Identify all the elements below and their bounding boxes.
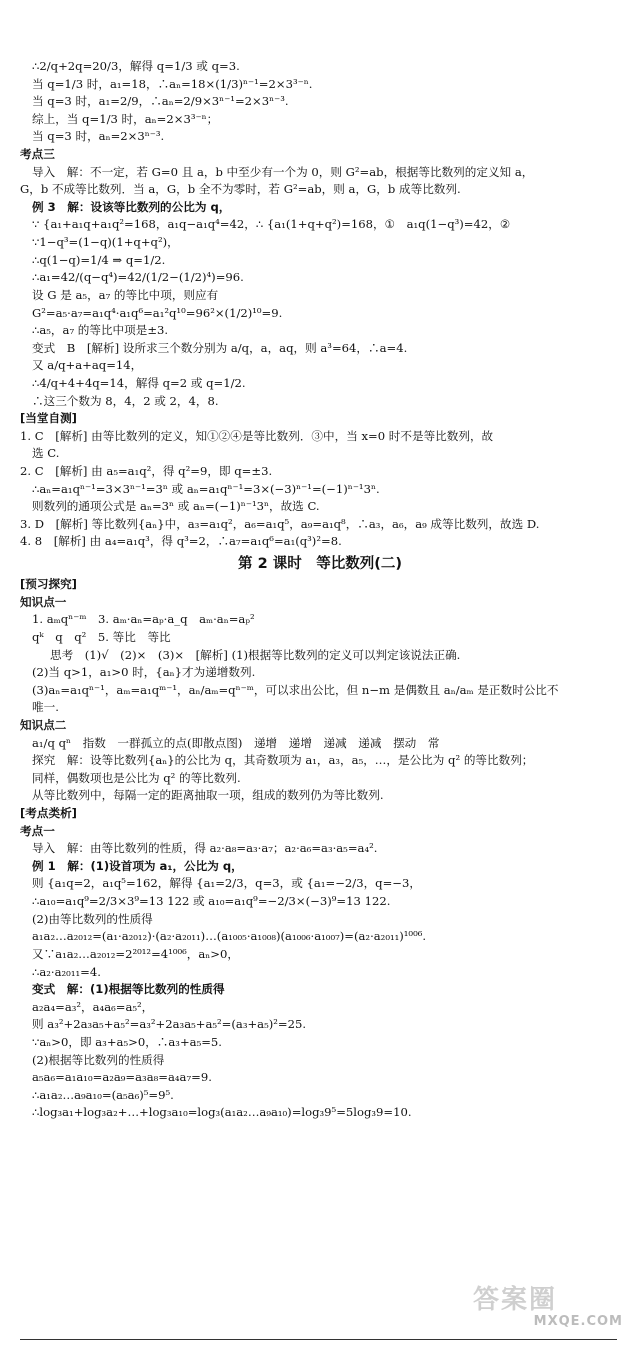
text-line: ∴2/q+2q=20/3，解得 q=1/3 或 q=3.: [32, 59, 240, 73]
text-line: 则数列的通项公式是 aₙ=3ⁿ 或 aₙ=(−1)ⁿ⁻¹3ⁿ，故选 C.: [32, 499, 320, 514]
text-line: ∴a₁₀=a₁q⁹=2/3×3⁹=13 122 或 a₁₀=a₁q⁹=−2/3×(−3)⁹=13 122.: [32, 894, 391, 909]
example-line: 例 3 解：设该等比数列的公比为 q，: [32, 199, 231, 214]
text-line: ∵ {a₁+a₁q+a₁q²=168，a₁q−a₁q⁴=42，∴ {a₁(1+q+q²)=168，① a₁q(1−q³)=42，②: [32, 217, 511, 232]
text-line: qᵏ q q² 5. 等比 等比: [32, 629, 171, 644]
text-line: (2)根据等比数列的性质得: [32, 1052, 165, 1067]
text-line: ∵aₙ>0，即 a₃+a₅>0，∴a₃+a₅=5.: [32, 1034, 222, 1049]
text-line: 选 C.: [32, 446, 60, 461]
text-line: ∴aₙ=a₁qⁿ⁻¹=3×3ⁿ⁻¹=3ⁿ 或 aₙ=a₁qⁿ⁻¹=3×(−3)ⁿ⁻¹=(−1)ⁿ⁻¹3ⁿ.: [32, 481, 380, 496]
text-line: (3)aₙ=a₁qⁿ⁻¹，aₘ=a₁qᵐ⁻¹，aₙ/aₘ=qⁿ⁻ᵐ，可以求出公比，但 n−m 是偶数且 aₙ/aₘ 是正数时公比不: [32, 682, 559, 697]
text-line: 又 a/q+a+aq=14，: [32, 358, 143, 373]
text-line: 导入 解：由等比数列的性质，得 a₂·a₈=a₃·a₇；a₂·a₆=a₃·a₅=a₄².: [32, 841, 378, 856]
text-line: ∴4/q+4+4q=14，解得 q=2 或 q=1/2.: [32, 375, 246, 390]
text-line: G²=a₅·a₇=a₁q⁴·a₁q⁶=a₁²q¹⁰=96²×(1/2)¹⁰=9.: [32, 305, 283, 320]
text-line: 1. C [解析] 由等比数列的定义，知①②④是等比数列．③中，当 x=0 时不是等比数列，故: [20, 428, 494, 443]
watermark-mark: 答案圈: [473, 1285, 558, 1315]
text-line: 则 a₃²+2a₃a₅+a₅²=a₃²+2a₃a₅+a₅²=(a₃+a₅)²=25.: [32, 1017, 307, 1032]
section-heading: 考点三: [20, 147, 55, 162]
text-line: 综上，当 q=1/3 时，aₙ=2×3³⁻ⁿ；: [32, 111, 219, 126]
text-line: 唯一.: [32, 700, 59, 715]
text-line: 3. D [解析] 等比数列{aₙ}中，a₃=a₁q²，a₆=a₁q⁵，a₉=a₁q⁸，∴a₃，a₆，a₉ 成等比数列，故选 D.: [20, 516, 540, 531]
text-line: 思考 (1)√ (2)× (3)× [解析] (1)根据等比数列的定义可以判定该说法正确.: [50, 647, 461, 662]
example-line: 例 1 解：(1)设首项为 a₁，公比为 q，: [32, 858, 243, 873]
bottom-rule: [20, 1339, 617, 1340]
text-line: 1. aₘqⁿ⁻ᵐ 3. aₘ·aₙ=aₚ·a_q aₘ·aₙ=aₚ²: [32, 612, 255, 627]
text-line: 当 q=1/3 时，a₁=18，∴aₙ=18×(1/3)ⁿ⁻¹=2×3³⁻ⁿ.: [32, 76, 313, 91]
text-line: ∴q(1−q)=1/4 ⇒ q=1/2.: [32, 252, 166, 267]
text-line: ∴a₁a₂…a₉a₁₀=(a₅a₆)⁵=9⁵.: [32, 1087, 174, 1102]
text-line: ∵1−q³=(1−q)(1+q+q²)，: [32, 235, 179, 250]
variant-line: 变式 解：(1)根据等比数列的性质得: [32, 982, 225, 997]
text-line: 同样，偶数项也是公比为 q² 的等比数列.: [32, 770, 241, 785]
text-line: a₅a₆=a₁a₁₀=a₂a₉=a₃a₈=a₄a₇=9.: [32, 1070, 212, 1085]
text-line: 从等比数列中，每隔一定的距离抽取一项，组成的数列仍为等比数列.: [32, 788, 384, 803]
lesson-title: 第 2 课时 等比数列(二): [238, 556, 402, 573]
text-line: 设 G 是 a₅，a₇ 的等比中项，则应有: [32, 287, 219, 302]
text-line: (2)由等比数列的性质得: [32, 911, 153, 926]
text-line: 导入 解：不一定，若 G=0 且 a，b 中至少有一个为 0，则 G²=ab，根据等比数列的定义知 a，: [32, 164, 534, 179]
text-line: 变式 B [解析] 设所求三个数分别为 a/q，a，aq，则 a³=64，∴a=4.: [32, 340, 408, 355]
text-line: a₁/q qⁿ 指数 一群孤立的点(即散点图) 递增 递增 递减 递减 摆动 常: [32, 735, 440, 750]
section-heading: [考点类析]: [20, 806, 77, 821]
text-line: a₂a₄=a₃²，a₄a₆=a₅²，: [32, 999, 154, 1014]
text-line: G，b 不成等比数列．当 a，G，b 全不为零时，若 G²=ab，则 a，G，b 成等比数列.: [20, 182, 461, 197]
watermark-site: MXQE.COM: [533, 1314, 623, 1329]
text-line: 又∵a₁a₂…a₂₀₁₂=2²⁰¹²=4¹⁰⁰⁶，aₙ>0，: [32, 946, 239, 961]
text-line: a₁a₂…a₂₀₁₂=(a₁·a₂₀₁₂)·(a₂·a₂₀₁₁)…(a₁₀₀₅·a₁₀₀₈)(a₁₀₀₆·a₁₀₀₇)=(a₂·a₂₀₁₁)¹⁰⁰⁶.: [32, 929, 427, 944]
text-line: ∴这三个数为 8，4，2 或 2，4，8.: [32, 393, 219, 408]
text-line: ∴a₂·a₂₀₁₁=4.: [32, 964, 101, 979]
text-line: 2. C [解析] 由 a₅=a₁q²，得 q²=9，即 q=±3.: [20, 464, 273, 479]
section-heading: 知识点一: [20, 594, 67, 609]
text-line: 4. 8 [解析] 由 a₄=a₁q³，得 q³=2，∴a₇=a₁q⁶=a₁(q³)²=8.: [20, 534, 342, 549]
text-line: 当 q=3 时，a₁=2/9，∴aₙ=2/9×3ⁿ⁻¹=2×3ⁿ⁻³.: [32, 94, 289, 109]
text-line: 探究 解：设等比数列{aₙ}的公比为 q，其奇数项为 a₁，a₃，a₅，…，是公比为 q² 的等比数列；: [32, 753, 534, 768]
text-line: 当 q=3 时，aₙ=2×3ⁿ⁻³.: [32, 129, 165, 144]
section-heading: 考点一: [20, 823, 55, 838]
text-line: (2)当 q>1，a₁>0 时，{aₙ}才为递增数列.: [32, 665, 256, 680]
text-line: 则 {a₁q=2，a₁q⁵=162，解得 {a₁=2/3，q=3，或 {a₁=−2/3，q=−3，: [32, 876, 421, 891]
text-line: ∴a₁=42/(q−q⁴)=42/(1/2−(1/2)⁴)=96.: [32, 270, 244, 285]
section-heading: [当堂自测]: [20, 411, 77, 426]
solution-content: [20, 58, 620, 1122]
section-heading: 知识点二: [20, 717, 67, 732]
text-line: ∴a₅，a₇ 的等比中项是±3.: [32, 323, 169, 338]
watermark-logo: [473, 1286, 623, 1330]
text-line: ∴log₃a₁+log₃a₂+…+log₃a₁₀=log₃(a₁a₂…a₉a₁₀)=log₃9⁵=5log₃9=10.: [32, 1105, 412, 1120]
section-heading: [预习探究]: [20, 577, 77, 592]
